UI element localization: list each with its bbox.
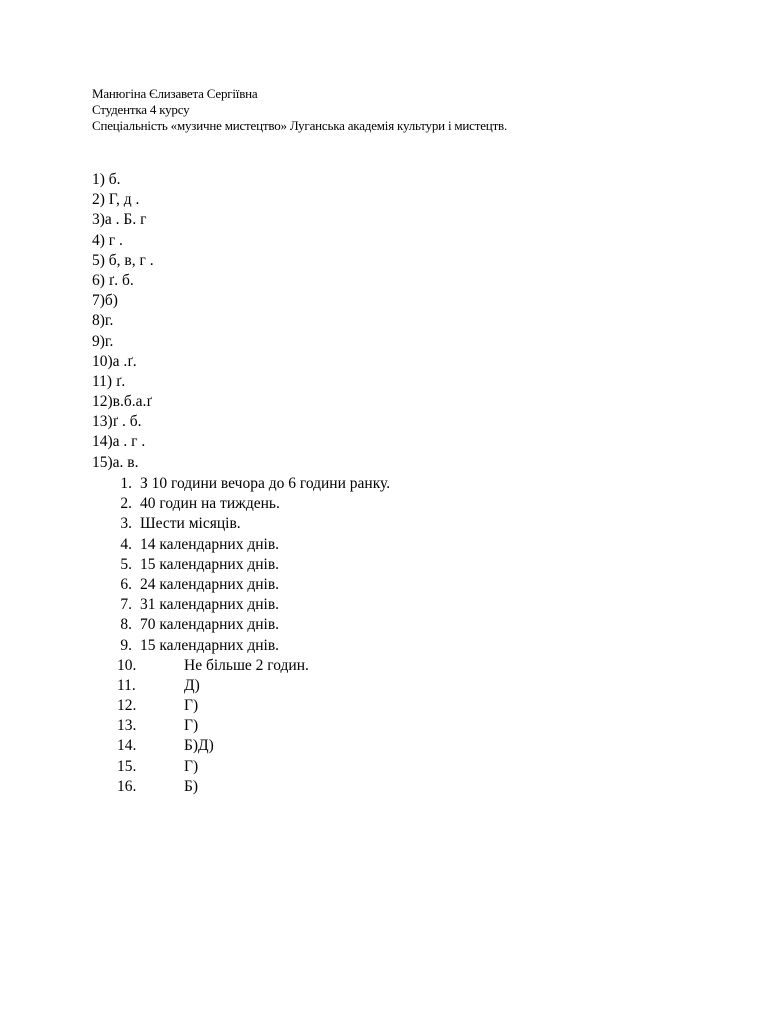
answer-line: 12)в.б.а.ґ (92, 393, 152, 411)
answer-line: 3)а . Б. г (92, 211, 147, 229)
item-number: 6. (120, 575, 132, 593)
item-text: Не більше 2 годин. (184, 656, 309, 674)
answer-line: 15)а. в. (92, 453, 139, 471)
answer-line: 6) ґ. б. (92, 271, 134, 289)
author-course: Студентка 4 курсу (92, 102, 190, 117)
item-text: Д) (184, 676, 200, 694)
item-text: 31 календарних днів. (140, 596, 280, 614)
item-number: 15. (117, 757, 137, 775)
item-number: 9. (120, 636, 132, 654)
item-text: Б)Д) (184, 737, 214, 755)
item-number: 2. (120, 495, 132, 513)
item-text: 14 календарних днів. (140, 535, 280, 553)
item-number: 7. (120, 596, 132, 614)
item-number: 10. (117, 656, 137, 674)
answer-line: 11) ґ. (92, 372, 126, 390)
answer-line: 2) Г, д . (92, 191, 140, 209)
answer-line: 13)ґ . б. (92, 413, 142, 431)
answer-line: 10)а .ґ. (92, 352, 137, 370)
author-specialty: Спеціальність «музичне мистецтво» Луганська академія культури і мистецтв. (92, 118, 508, 133)
item-text: 15 календарних днів. (140, 636, 280, 654)
item-text: Г) (184, 717, 199, 735)
item-text: 40 годин на тиждень. (140, 495, 280, 513)
item-text: 24 календарних днів. (140, 575, 280, 593)
item-text: 70 календарних днів. (140, 616, 280, 634)
answer-line: 7)б) (92, 292, 118, 310)
answer-line: 8)г. (92, 312, 114, 330)
item-number: 13. (117, 717, 137, 735)
item-number: 3. (120, 515, 132, 533)
answer-line: 1) б. (92, 171, 121, 188)
item-number: 12. (117, 697, 137, 715)
item-number: 4. (120, 535, 132, 553)
item-text: 15 календарних днів. (140, 555, 280, 573)
item-number: 16. (117, 777, 137, 795)
item-text: Б) (184, 777, 199, 795)
item-number: 5. (120, 555, 132, 573)
item-text: З 10 години вечора до 6 години ранку. (140, 475, 391, 492)
test-answers-list (92, 170, 154, 473)
item-text: Шести місяців. (140, 515, 241, 533)
item-number: 11. (117, 676, 136, 694)
author-name: Манюгіна Єлизавета Сергіївна (92, 86, 258, 101)
answer-line: 4) г . (92, 231, 123, 249)
item-number: 1. (120, 475, 132, 492)
item-number: 8. (120, 616, 132, 634)
answer-line: 14)а . г . (92, 433, 146, 451)
item-text: Г) (184, 757, 199, 775)
author-header (92, 86, 507, 134)
item-text: Г) (184, 697, 199, 715)
answer-line: 9)г. (92, 332, 114, 350)
answer-line: 5) б, в, г . (92, 251, 154, 269)
item-number: 14. (117, 737, 137, 755)
